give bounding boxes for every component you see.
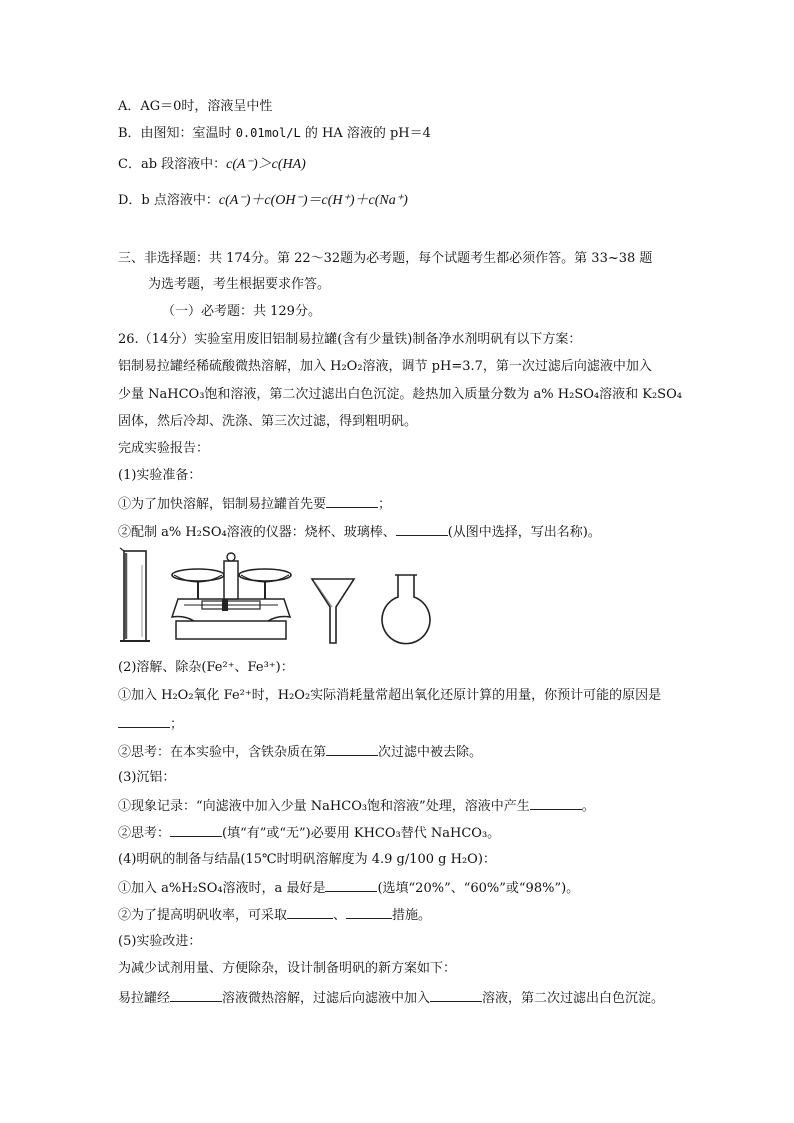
report-heading xyxy=(118,440,209,458)
option-b-conc: 0.01mol/L xyxy=(235,126,301,140)
option-b xyxy=(118,124,431,143)
option-b-pre: B．由图知：室温时 xyxy=(118,126,236,141)
part5-line2 xyxy=(118,988,664,1008)
part2-q1-answer xyxy=(118,714,183,734)
part4-title xyxy=(118,851,496,869)
part4-q1-end: (选填“20%”、“60%”或“98%”)。 xyxy=(377,881,580,896)
answer-blank[interactable] xyxy=(170,823,222,837)
option-b-mid: 的 HA 溶液的 pH＝4 xyxy=(300,126,431,141)
part3-q2 xyxy=(118,823,500,843)
q26-line2: 铝制易拉罐经稀硫酸微热溶解，加入 H₂O₂溶液，调节 pH=3.7，第一次过滤后向滤液中加入 xyxy=(118,359,652,374)
answer-blank[interactable] xyxy=(346,905,392,919)
part1-q1-end: ； xyxy=(378,497,392,512)
part1-q2-end: (从图中选择，写出名称)。 xyxy=(447,525,601,540)
funnel-icon xyxy=(312,579,354,643)
part1-q2 xyxy=(118,522,601,542)
part2-title xyxy=(118,659,294,677)
round-bottom-flask-icon xyxy=(382,575,430,644)
part2-q2-text: ②思考：在本实验中，含铁杂质在第 xyxy=(118,745,327,760)
answer-blank[interactable] xyxy=(326,494,378,508)
q26-stem-4 xyxy=(118,413,417,431)
part1-title xyxy=(118,467,201,485)
q26-stem-3 xyxy=(118,386,682,404)
answer-blank[interactable] xyxy=(118,714,170,728)
part3-q2-end: (填“有”或“无”)必要用 KHCO₃替代 NaHCO₃。 xyxy=(222,826,501,841)
part2-q2 xyxy=(118,742,482,762)
q26-line1: 26.（14分）实验室用废旧铝制易拉罐(含有少量铁)制备净水剂明矾有以下方案： xyxy=(118,332,582,347)
part1-q1-text: ①为了加快溶解，铝制易拉罐首先要 xyxy=(118,497,327,512)
answer-blank[interactable] xyxy=(170,988,222,1002)
section3-heading xyxy=(118,250,652,268)
section3-line1: 三、非选择题：共 174分。第 22～32题为必考题，每个试题考生都必须作答。第 33~38 题 xyxy=(118,251,653,266)
part3-title-text: (3)沉铝： xyxy=(118,770,176,785)
part1-q1 xyxy=(118,494,391,514)
part2-q1 xyxy=(118,687,661,705)
part1-q2-text: ②配制 a% H₂SO₄溶液的仪器：烧杯、玻璃棒、 xyxy=(118,525,396,540)
q26-stem-1 xyxy=(118,331,581,349)
q26-line3: 少量 NaHCO₃饱和溶液，第二次过滤出白色沉淀。趁热加入质量分数为 a% H₂SO₄溶液和 K₂SO₄ xyxy=(118,387,682,402)
section3-line2: 为选考题，考生根据要求作答。 xyxy=(148,277,331,292)
part3-q1-text: ①现象记录：“向滤液中加入少量 NaHCO₃饱和溶液”处理，溶液中产生 xyxy=(118,799,530,814)
part3-q2-text: ②思考： xyxy=(118,826,171,841)
option-c-pre: C．ab 段溶液中： xyxy=(118,157,227,172)
section3-sub-text: （一）必考题：共 129分。 xyxy=(162,304,321,319)
part5-line1 xyxy=(118,960,456,978)
part2-q1-text: ①加入 H₂O₂氧化 Fe²⁺时，H₂O₂实际消耗量常超出氧化还原计算的用量，你预计可能的原因是 xyxy=(118,688,662,703)
option-c-expr: c(A⁻)＞c(HA) xyxy=(226,157,306,172)
answer-blank[interactable] xyxy=(396,522,448,536)
part3-title xyxy=(118,769,175,787)
section3-line2-row xyxy=(148,276,330,294)
option-a xyxy=(118,98,272,116)
part4-q2-sep: 、 xyxy=(333,908,347,923)
answer-blank[interactable] xyxy=(326,742,378,756)
option-d xyxy=(118,192,408,210)
part1-title-text: (1)实验准备： xyxy=(118,468,202,483)
part5-line1-text: 为减少试剂用量、方便除杂，设计制备明矾的新方案如下： xyxy=(118,961,457,976)
part5-line2-c: 溶液，第二次过滤出白色沉淀。 xyxy=(482,991,665,1006)
report-text: 完成实验报告： xyxy=(118,441,210,456)
graduated-cylinder-icon xyxy=(120,548,150,641)
answer-blank[interactable] xyxy=(530,796,582,810)
part4-q2-text: ②为了提高明矾收率，可采取 xyxy=(118,908,288,923)
part3-q1-end: 。 xyxy=(581,799,595,814)
part2-title-text: (2)溶解、除杂(Fe²⁺、Fe³⁺)： xyxy=(118,660,294,675)
section3-subheading xyxy=(162,303,321,321)
option-d-expr: c(A⁻)＋c(OH⁻)＝c(H⁺)＋c(Na⁺) xyxy=(218,193,408,208)
q26-stem-2 xyxy=(118,358,652,376)
part4-title-text: (4)明矾的制备与结晶(15℃时明矾溶解度为 4.9 g/100 g H₂O)： xyxy=(118,852,496,867)
part4-q1 xyxy=(118,878,579,898)
part2-q2-end: 次过滤中被去除。 xyxy=(378,745,483,760)
part2-q1-end: ； xyxy=(170,717,184,732)
part5-title xyxy=(118,933,201,951)
answer-blank[interactable] xyxy=(325,878,377,892)
part5-line2-b: 溶液微热溶解，过滤后向滤液中加入 xyxy=(222,991,431,1006)
part4-q2 xyxy=(118,905,431,925)
answer-blank[interactable] xyxy=(287,905,333,919)
apparatus-figure xyxy=(118,545,448,647)
part4-q1-text: ①加入 a%H₂SO₄溶液时，a 最好是 xyxy=(118,881,326,896)
answer-blank[interactable] xyxy=(430,988,482,1002)
option-a-text: A．AG＝0时，溶液呈中性 xyxy=(118,99,273,114)
part5-line2-a: 易拉罐经 xyxy=(118,991,171,1006)
part4-q2-end: 措施。 xyxy=(392,908,432,923)
option-d-pre: D．b 点溶液中： xyxy=(118,193,219,208)
part5-title-text: (5)实验改进： xyxy=(118,934,202,949)
option-c xyxy=(118,156,306,174)
part3-q1 xyxy=(118,796,595,816)
balance-icon xyxy=(172,553,291,639)
q26-line4: 固体，然后冷却、洗涤、第三次过滤，得到粗明矾。 xyxy=(118,414,418,429)
